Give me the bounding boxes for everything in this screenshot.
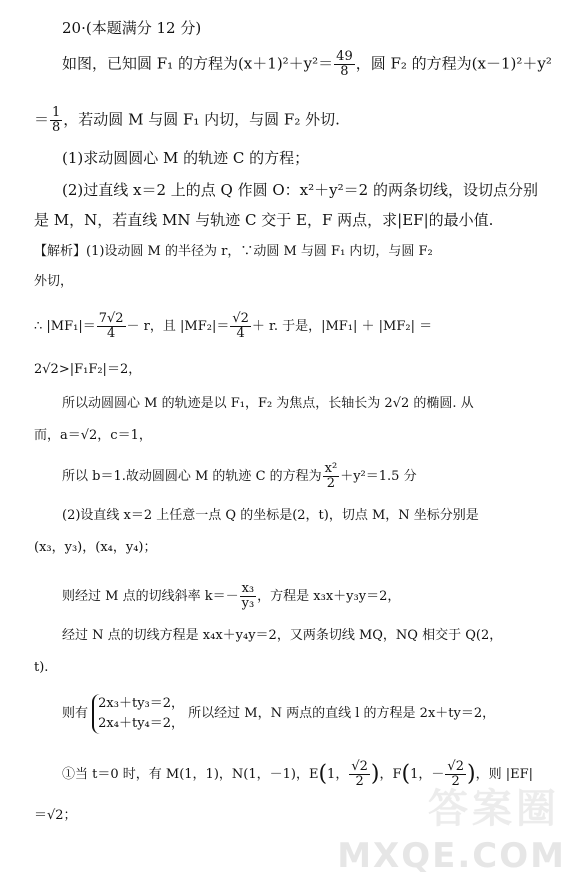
watermark-logo: 答案圈 bbox=[428, 786, 560, 832]
solution-line-7: 所以 b＝1.故动圆圆心 M 的轨迹 C 的方程为 $\frac{\text{x²}}{2}$ ＋y²＝1.5 分 bbox=[62, 461, 417, 491]
question-1: (1)求动圆圆心 M 的轨迹 C 的方程； bbox=[62, 149, 310, 167]
solution-line-8: (2)设直线 x＝2 上任意一点 Q 的坐标是(2，t)，切点 M，N 坐标分别是 bbox=[62, 508, 479, 523]
solution-line-10: 则经过 M 点的切线斜率 k＝－ $\frac{\text{x₃}}{\text{y₃}}$ ，方程是 x₃x＋y₃y＝2， bbox=[62, 581, 401, 611]
fraction: $\frac{√2}{2}$ bbox=[351, 759, 368, 789]
fraction: $\frac{1}{8}$ bbox=[52, 105, 61, 135]
watermark-url: MXQE.COM bbox=[337, 836, 566, 876]
solution-line-12: t). bbox=[34, 660, 49, 675]
equation-system: 2x₃＋ty₃＝2， 2x₄＋ty₄＝2， bbox=[92, 694, 184, 734]
solution-line-3: ∴ |MF₁|＝ $\frac{7√2}{4}$ － r，且 |MF₂|＝ $\frac{√2}{4}$ ＋ r. 于是，|MF₁| ＋ |MF₂| ＝ bbox=[34, 311, 433, 341]
solution-line-11: 经过 N 点的切线方程是 x₄x＋y₄y＝2，又两条切线 MQ，NQ 相交于 Q(2， bbox=[62, 628, 503, 643]
problem-header: 20·(本题满分 12 分) bbox=[62, 19, 202, 37]
solution-line-2: 外切， bbox=[34, 274, 74, 289]
fraction: $\frac{\text{x²}}{2}$ bbox=[324, 461, 338, 491]
question-2-cont: 是 M，N，若直线 MN 与轨迹 C 交于 E，F 两点，求|EF|的最小值. bbox=[34, 211, 494, 229]
fraction: $\frac{49}{8}$ bbox=[336, 49, 353, 79]
fraction: $\frac{7√2}{4}$ bbox=[98, 311, 124, 341]
problem-line-1: 如图，已知圆 F₁ 的方程为(x＋1)²＋y²＝ $\frac{49}{8}$ ，圆 F₂ 的方程为(x－1)²＋y² bbox=[62, 49, 552, 79]
fraction: $\frac{\text{x₃}}{\text{y₃}}$ bbox=[241, 581, 255, 611]
solution-line-13: 则有 2x₃＋ty₃＝2， 2x₄＋ty₄＝2， 所以经过 M，N 两点的直线 l 的方程是 2x＋ty＝2， bbox=[62, 694, 495, 738]
solution-line-4: 2√2>|F₁F₂|＝2， bbox=[34, 362, 142, 377]
problem-line-2: ＝ $\frac{1}{8}$ ，若动圆 M 与圆 F₁ 内切，与圆 F₂ 外切. bbox=[34, 105, 340, 135]
solution-line-6: 而，a＝√2，c＝1， bbox=[34, 428, 152, 443]
solution-line-15: ＝√2； bbox=[34, 808, 77, 823]
solution-line-1: 【解析】(1)设动圆 M 的半径为 r，∵动圆 M 与圆 F₁ 内切，与圆 F₂ bbox=[34, 244, 433, 259]
solution-line-14: ①当 t＝0 时，有 M(1，1)，N(1，－1)，E(1， $\frac{√2}{2}$ )，F(1，－ $\frac{√2}{2}$ )，则 |EF| bbox=[62, 759, 533, 789]
fraction: $\frac{√2}{2}$ bbox=[447, 759, 464, 789]
solution-line-9: (x₃，y₃)，(x₄，y₄)； bbox=[34, 540, 157, 555]
question-2: (2)过直线 x＝2 上的点 Q 作圆 O：x²＋y²＝2 的两条切线，设切点分别 bbox=[62, 181, 538, 199]
solution-line-5: 所以动圆圆心 M 的轨迹是以 F₁，F₂ 为焦点，长轴长为 2√2 的椭圆. 从 bbox=[62, 396, 474, 411]
fraction: $\frac{√2}{4}$ bbox=[232, 311, 249, 341]
